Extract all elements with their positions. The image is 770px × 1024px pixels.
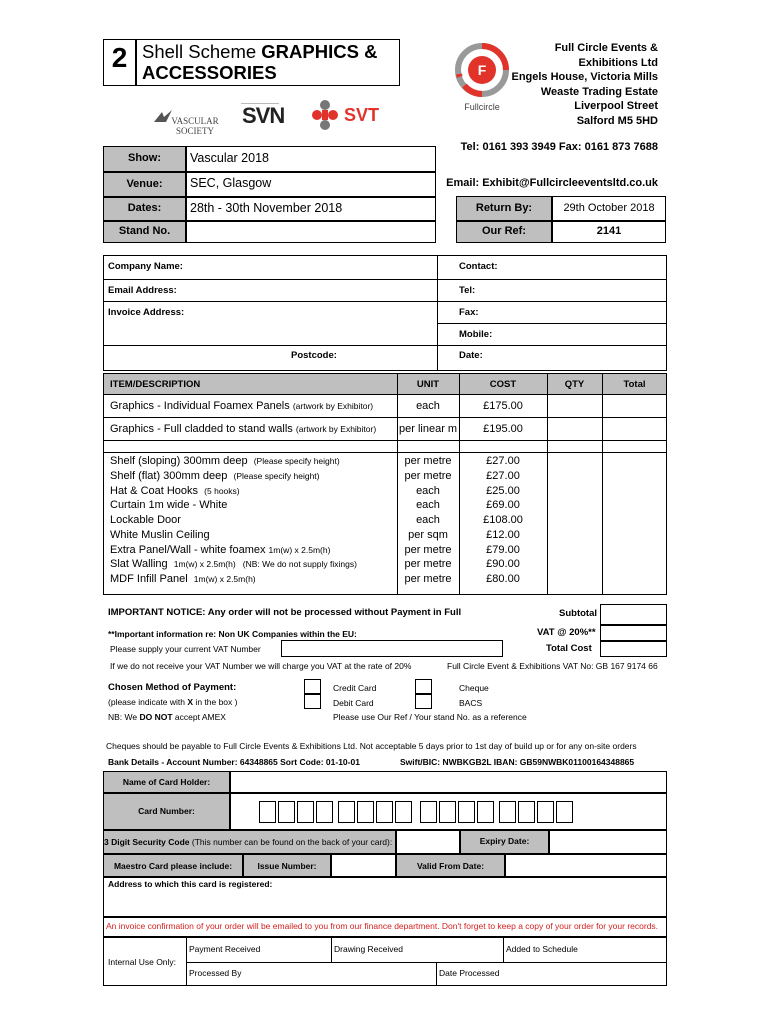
header-total: Total xyxy=(623,379,646,390)
tel-field[interactable]: Tel: xyxy=(459,285,476,296)
graphics-2-cost: £195.00 xyxy=(483,423,523,435)
header-cost: COST xyxy=(489,379,517,390)
payment-notice: IMPORTANT NOTICE: Any order will not be processed without Payment in Full xyxy=(108,607,462,618)
total-cost-label: Total Cost xyxy=(546,643,592,654)
contact-field[interactable]: Contact: xyxy=(459,261,498,272)
vat-number-input[interactable] xyxy=(281,640,503,657)
cheques-note: Cheques should be payable to Full Circle Events & Exhibitions Ltd. Not acceptable 5 days prior to 1st day of build up or for any on-site orders xyxy=(106,741,637,751)
graphics-1-unit: each xyxy=(416,400,440,412)
processed-by-field[interactable]: Processed By xyxy=(189,968,242,978)
email-address-field[interactable]: Email Address: xyxy=(108,285,177,296)
fax-field[interactable]: Fax: xyxy=(459,307,479,318)
vat-warning: If we do not receive your VAT Number we will charge you VAT at the rate of 20% xyxy=(110,661,412,671)
credit-card-checkbox[interactable] xyxy=(304,679,321,694)
payment-received-field[interactable]: Payment Received xyxy=(189,944,261,954)
table-row-graphics-2: Graphics - Full cladded to stand walls (artwork by Exhibitor) xyxy=(110,423,377,435)
eu-info: **Important information re: Non UK Companies within the EU: xyxy=(108,629,357,639)
issue-label: Issue Number: xyxy=(257,861,317,871)
table-row-accessory: Lockable Door xyxy=(110,514,181,526)
bacs-checkbox[interactable] xyxy=(415,694,432,709)
table-row-accessory: White Muslin Ceiling xyxy=(110,529,210,541)
vat-number: Full Circle Event & Exhibitions VAT No: GB 167 9174 66 xyxy=(447,661,658,671)
cheque-checkbox[interactable] xyxy=(415,679,432,694)
invoice-note: An invoice confirmation of your order will be emailed to you from our finance department. Don't forget to keep a copy of your order for your records. xyxy=(106,921,659,931)
stand-number-input[interactable] xyxy=(186,221,436,243)
svt-logo: SVT xyxy=(311,99,383,135)
company-email: Email: Exhibit@Fullcircleeventsltd.co.uk xyxy=(446,177,658,189)
fullcircle-logo: F Fullcircle xyxy=(452,42,512,114)
return-label: Return By: xyxy=(475,202,533,214)
card-address-label: Address to which this card is registered: xyxy=(108,879,273,889)
vat-number-prompt: Please supply your current VAT Number xyxy=(110,644,261,654)
graphics-2-unit: per linear m xyxy=(399,423,458,435)
table-row-accessory: Slat Walling 1m(w) x 2.5m(h) (NB: We do not supply fixings) xyxy=(110,558,357,570)
card-holder-label: Name of Card Holder: xyxy=(122,777,211,787)
vat-input[interactable] xyxy=(600,625,667,641)
swift-details: Swift/BIC: NWBKGB2L IBAN: GB59NWBK01100164348865 xyxy=(400,757,635,767)
table-row-accessory: Extra Panel/Wall - white foamex 1m(w) x 2.5m(h) xyxy=(110,544,331,556)
company-address: Full Circle Events & Exhibitions Ltd Engels House, Victoria Mills Weaste Trading Estate Liverpool Street Salford M5 5HD xyxy=(511,42,658,127)
security-code-label: 3 Digit Security Code (This number can be found on the back of your card): xyxy=(104,837,393,847)
show-value: Vascular 2018 xyxy=(190,151,269,165)
invoice-address-field[interactable]: Invoice Address: xyxy=(108,307,185,318)
subtotal-label: Subtotal xyxy=(559,608,597,619)
date-field[interactable]: Date: xyxy=(459,350,483,361)
date-processed-field[interactable]: Date Processed xyxy=(439,968,500,978)
venue-value: SEC, Glasgow xyxy=(190,176,272,190)
table-row-accessory: Hat & Coat Hooks (5 hooks) xyxy=(110,485,240,497)
dates-label: Dates: xyxy=(127,202,162,214)
graphics-1-cost: £175.00 xyxy=(483,400,523,412)
header-item: ITEM/DESCRIPTION xyxy=(110,379,201,390)
payment-indicate: (please indicate with X in the box ) xyxy=(108,697,238,707)
show-label: Show: xyxy=(128,152,161,164)
maestro-label: Maestro Card please include: xyxy=(113,861,233,871)
total-cost-input[interactable] xyxy=(600,641,667,657)
vat-label: VAT @ 20%** xyxy=(537,627,596,638)
valid-from-input[interactable] xyxy=(505,854,667,877)
table-row-graphics-1: Graphics - Individual Foamex Panels (artwork by Exhibitor) xyxy=(110,400,374,412)
security-code-input[interactable] xyxy=(396,830,460,854)
added-to-schedule-field[interactable]: Added to Schedule xyxy=(506,944,578,954)
svn-logo: SVN xyxy=(242,103,285,128)
vascular-society-logo: VASCULAR SOCIETY xyxy=(152,108,230,138)
header-unit: UNIT xyxy=(416,379,440,390)
table-row-accessory: MDF Infill Panel 1m(w) x 2.5m(h) xyxy=(110,573,256,585)
postcode-field[interactable]: Postcode: xyxy=(291,350,337,361)
stand-label: Stand No. xyxy=(118,225,171,237)
dates-value: 28th - 30th November 2018 xyxy=(190,201,343,215)
expiry-input[interactable] xyxy=(549,830,667,854)
reference-note: Please use Our Ref / Your stand No. as a reference xyxy=(333,712,527,722)
svt-cross-icon xyxy=(311,99,339,133)
credit-card-label: Credit Card xyxy=(333,683,377,693)
debit-card-checkbox[interactable] xyxy=(304,694,321,709)
bacs-label: BACS xyxy=(459,698,483,708)
card-number-label: Card Number: xyxy=(138,806,195,816)
contact-section xyxy=(103,255,667,371)
return-value: 29th October 2018 xyxy=(563,202,655,214)
card-holder-input[interactable] xyxy=(230,771,667,793)
subtotal-input[interactable] xyxy=(600,604,667,625)
table-row-accessory: Shelf (flat) 300mm deep (Please specify height) xyxy=(110,470,320,482)
company-phone: Tel: 0161 393 3949 Fax: 0161 873 7688 xyxy=(460,141,658,153)
amex-note: NB: We DO NOT accept AMEX xyxy=(108,712,226,722)
expiry-label: Expiry Date: xyxy=(479,836,530,846)
debit-card-label: Debit Card xyxy=(333,698,374,708)
ref-value: 2141 xyxy=(596,225,622,237)
page-title-line2: ACCESSORIES xyxy=(142,62,277,83)
table-row-accessory: Curtain 1m wide - White xyxy=(110,499,228,511)
mobile-field[interactable]: Mobile: xyxy=(459,329,493,340)
issue-number-input[interactable] xyxy=(331,854,396,877)
header-qty: QTY xyxy=(564,379,585,390)
drawing-received-field[interactable]: Drawing Received xyxy=(334,944,403,954)
ref-label: Our Ref: xyxy=(482,225,526,237)
form-number: 2 xyxy=(111,42,128,73)
page-title: Shell Scheme GRAPHICS & xyxy=(142,41,378,62)
internal-use-label: Internal Use Only: xyxy=(108,957,177,967)
venue-label: Venue: xyxy=(126,178,163,190)
table-row-accessory: Shelf (sloping) 300mm deep (Please specify height) xyxy=(110,455,340,467)
company-name-field[interactable]: Company Name: xyxy=(108,261,183,272)
valid-from-label: Valid From Date: xyxy=(416,861,485,871)
payment-heading: Chosen Method of Payment: xyxy=(108,682,237,693)
cheque-label: Cheque xyxy=(459,683,489,693)
bank-details: Bank Details - Account Number: 64348865 Sort Code: 01-10-01 xyxy=(108,757,360,767)
